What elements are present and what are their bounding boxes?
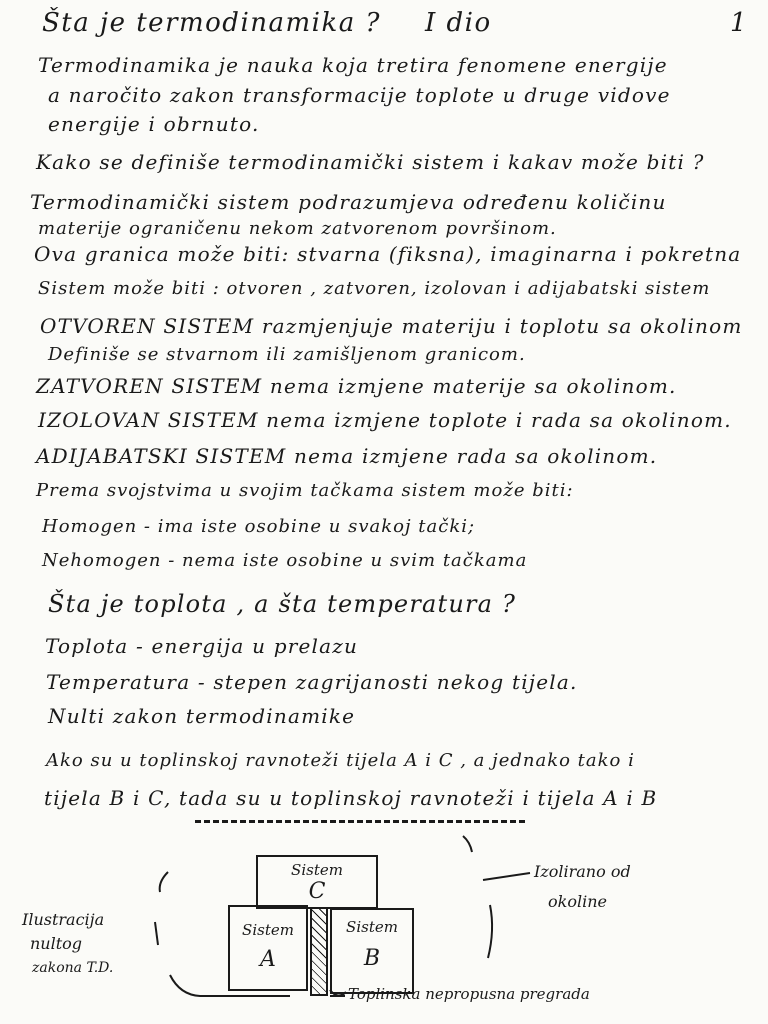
system-c-letter: C — [308, 879, 326, 904]
part-label: I dio — [425, 8, 492, 38]
boundary-arc-right — [463, 836, 472, 852]
system-b-label: Sistem — [346, 918, 398, 936]
text-line-19: Temperatura - stepen zagrijanosti nekog tijela. — [46, 670, 578, 694]
text-line-7: Ova granica može biti: stvarna (fiksna), imaginarna i pokretna — [34, 242, 742, 266]
text-line-18: Toplota - energija u prelazu — [45, 634, 359, 658]
boundary-arc-right-lower — [488, 905, 492, 958]
system-b-letter: B — [363, 946, 381, 971]
text-line-6: materije ograničenu nekom zatvorenom površinom. — [38, 218, 557, 239]
text-line-1: Termodinamika je nauka koja tretira fenomene energije — [38, 53, 668, 77]
illustration-label-line-1: Ilustracija — [22, 910, 105, 929]
text-line-isolated-system: IZOLOVAN SISTEM nema izmjene toplote i rada sa okolinom. — [38, 408, 732, 432]
system-c-label: Sistem — [291, 861, 343, 879]
text-line-5: Termodinamički sistem podrazumjeva određenu količinu — [30, 190, 667, 214]
text-line-20: Nulti zakon termodinamike — [48, 704, 356, 728]
page-number: 1 — [730, 8, 747, 38]
page-title: Šta je termodinamika ? — [42, 8, 381, 38]
text-line-10: Definiše se stvarnom ili zamišljenom granicom. — [48, 344, 526, 365]
boundary-arc-left — [160, 872, 168, 892]
pointer-line-isolated — [483, 873, 530, 880]
text-line-2: a naročito zakon transformacije toplote u druge vidove — [48, 83, 671, 107]
illustration-label-line-3: zakona T.D. — [32, 960, 114, 976]
partition-wall — [310, 907, 328, 996]
question-heat: Šta je toplota , a šta temperatura ? — [48, 590, 517, 618]
dashed-boundary-top — [195, 820, 525, 823]
isolated-label-line-2: okoline — [548, 892, 607, 911]
system-a-label: Sistem — [242, 921, 294, 939]
question-system: Kako se definiše termodinamički sistem i kakav može biti ? — [36, 150, 705, 174]
text-line-16: Nehomogen - nema iste osobine u svim tačkama — [42, 550, 528, 571]
text-line-8: Sistem može biti : otvoren , zatvoren, izolovan i adijabatski sistem — [38, 278, 711, 299]
system-c-box — [256, 855, 378, 909]
text-line-adiabatic-system: ADIJABATSKI SISTEM nema izmjene rada sa okolinom. — [36, 444, 658, 468]
isolated-label-line-1: Izolirano od — [534, 862, 631, 881]
system-a-letter: A — [260, 947, 276, 972]
text-line-22: tijela B i C, tada su u toplinskoj ravnoteži i tijela A i B — [44, 786, 658, 810]
system-b-box — [330, 908, 414, 994]
partition-label: Toplinska nepropusna pregrada — [348, 985, 590, 1003]
illustration-label-line-2: nultog — [30, 934, 83, 953]
system-a-box — [228, 905, 308, 991]
text-line-open-system: OTVOREN SISTEM razmjenjuje materiju i toplotu sa okolinom — [40, 314, 743, 338]
text-line-15: Homogen - ima iste osobine u svakoj tački; — [42, 516, 476, 537]
text-line-3: energije i obrnuto. — [48, 112, 260, 136]
text-line-14: Prema svojstvima u svojim tačkama sistem može biti: — [36, 480, 574, 501]
text-line-21: Ako su u toplinskoj ravnoteži tijela A i C , a jednako tako i — [46, 750, 635, 771]
text-line-closed-system: ZATVOREN SISTEM nema izmjene materije sa okolinom. — [36, 374, 677, 398]
bracket-left — [155, 922, 158, 945]
